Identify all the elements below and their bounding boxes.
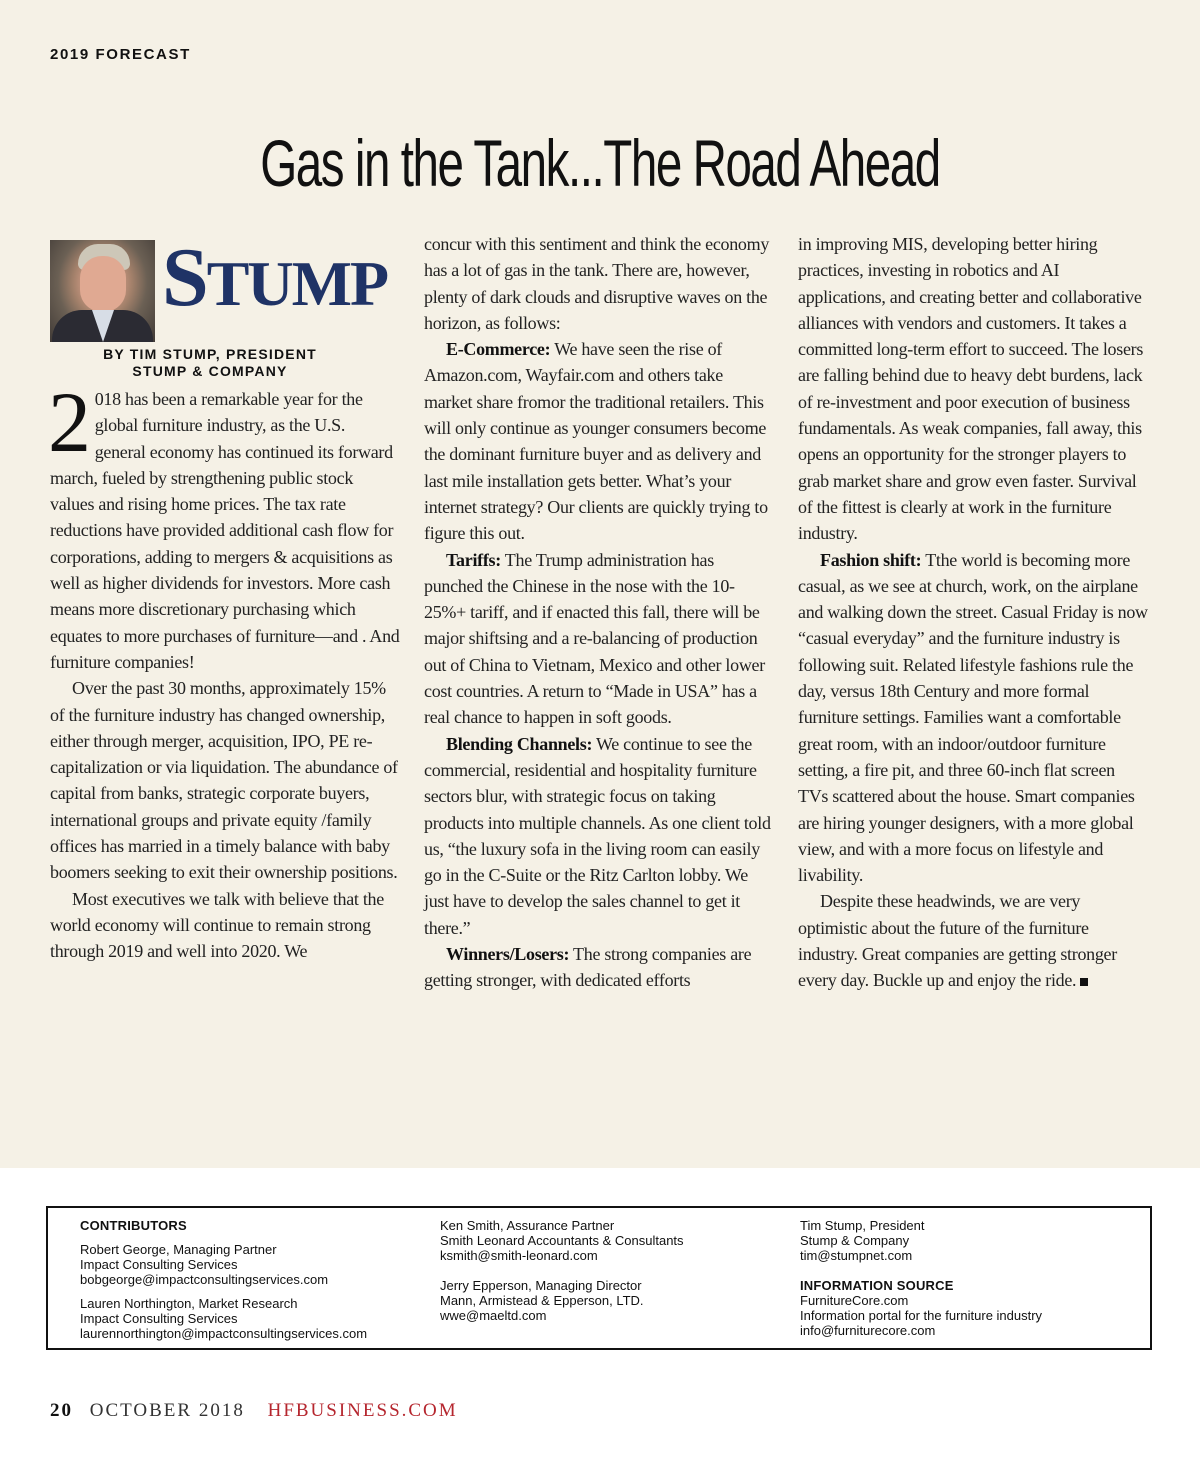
issue-date: OCTOBER 2018	[89, 1400, 245, 1421]
article-column-3	[798, 231, 1148, 994]
email-link[interactable]: ksmith@smith-leonard.com	[440, 1248, 598, 1263]
contributors-column-1	[80, 1218, 420, 1350]
paragraph-closing: Despite these headwinds, we are very optimistic about the future of the furniture industry. Great companies are getting stronger every day. Buckle up and enjoy the ride.	[798, 891, 1117, 991]
contributor-jerry-epperson: Jerry Epperson, Managing Director Mann, Armistead & Epperson, LTD. wwe@maeltd.com	[440, 1278, 780, 1323]
author-photo	[50, 240, 155, 342]
paragraph-ownership: Over the past 30 months, approximately 15% of the furniture industry has changed ownership, either through merger, acquisition, IPO, PE re-capitalization or via liquidation. The abundance of capital from banks, strategic corporate buyers, international groups and private equity /family offices has married in a timely balance with baby boomers seeking to exit their ownership positions.	[50, 678, 398, 883]
contributor-lauren-northington: Lauren Northington, Market Research Impact Consulting Services laurennorthington@impactconsultingservices.com	[80, 1296, 420, 1341]
stump-logo: STUMP	[162, 238, 388, 318]
contributor-robert-george: Robert George, Managing Partner Impact Consulting Services bobgeorge@impactconsultingservices.com	[80, 1242, 420, 1287]
paragraph-ecommerce: E-Commerce: We have seen the rise of Amazon.com, Wayfair.com and others take market share fromor the traditional retailers. This will only continue as younger consumers become the dominant furniture buyer and as delivery and last mile installation gets better. What’s your internet strategy? Our clients are quickly trying to figure this out.	[424, 339, 768, 544]
information-source-title: INFORMATION SOURCE	[800, 1278, 954, 1293]
article-headline: Gas in the Tank...The Road Ahead	[260, 126, 940, 200]
paragraph-executives: Most executives we talk with believe that the world economy will continue to remain strong through 2019 and well into 2020. We	[50, 888, 384, 962]
website-link[interactable]: HFBUSINESS.COM	[267, 1400, 458, 1421]
paragraph-tariffs: Tariffs: The Trump administration has punched the Chinese in the nose with the 10-25%+ tariff, and if enacted this fall, there will be major shiftsing and a re-balancing of production out of China to Vietnam, Mexico and other lower cost countries. A return to “Made in USA” has a real chance to happen in soft goods.	[424, 549, 765, 728]
byline	[50, 346, 370, 380]
drop-cap: 2	[48, 374, 91, 470]
byline-company: STUMP & COMPANY	[132, 363, 288, 379]
byline-name: BY TIM STUMP, PRESIDENT	[103, 346, 317, 362]
paragraph-fashion: Fashion shift: Tthe world is becoming more casual, as we see at church, work, on the airplane and walking down the street. Casual Friday is now “casual everyday” and the furniture industry is following suit. Related lifestyle fashions rule the day, versus 18th Century and more formal furniture settings. Families want a comfortable great room, with an indoor/outdoor furniture setting, a fire pit, and three 60-inch flat screen TVs scattered about the house. Smart companies are hiring younger designers, with a more global view, and with a more focus on lifestyle and livability.	[798, 549, 1148, 886]
contributors-column-2	[440, 1218, 780, 1332]
email-link[interactable]: laurennorthington@impactconsultingservices.com	[80, 1326, 368, 1341]
contributors-box	[46, 1206, 1152, 1350]
article-column-2	[424, 231, 774, 994]
paragraph-winners-cont: in improving MIS, developing better hiring practices, investing in robotics and AI applications, and creating better and collaborative alliances with vendors and customers. It takes a committed long-term effort to succeed. The losers are falling behind due to heavy debt burdens, lack of re-investment and poor execution of business fundamentals. As weak companies, fall away, this opens an opportunity for the stronger players to grab market share and grow even faster. Survival of the fittest is clearly at work in the furniture industry.	[798, 234, 1144, 544]
information-source: INFORMATION SOURCE FurnitureCore.com Information portal for the furniture industry info@furniturecore.com	[800, 1278, 1140, 1338]
end-mark-icon	[1080, 978, 1088, 986]
email-link[interactable]: tim@stumpnet.com	[800, 1248, 913, 1263]
page-footer	[50, 1400, 458, 1422]
contributor-ken-smith: Ken Smith, Assurance Partner Smith Leonard Accountants & Consultants ksmith@smith-leonard.com	[440, 1218, 780, 1263]
contributor-tim-stump: Tim Stump, President Stump & Company tim@stumpnet.com	[800, 1218, 1140, 1263]
contributors-title: CONTRIBUTORS	[80, 1218, 187, 1233]
email-link[interactable]: wwe@maeltd.com	[440, 1308, 547, 1323]
paragraph-intro: 2 018 has been a remarkable year for the global furniture industry, as the U.S. general economy has continued its forward march, fueled by strengthening public stock values and rising home prices. The tax rate reductions have provided additional cash flow for corporations, adding to mergers & acquisitions as well as higher dividends for investors. More cash means more discretionary purchasing which equates to more purchases of furniture—and . And furniture companies!	[48, 374, 400, 672]
paragraph-executives-cont: concur with this sentiment and think the economy has a lot of gas in the tank. There are, however, plenty of dark clouds and disruptive waves on the horizon, as follows:	[424, 234, 770, 333]
website-link[interactable]: FurnitureCore.com	[800, 1293, 909, 1308]
page-number: 20	[50, 1400, 73, 1421]
article-column-1	[50, 238, 400, 965]
email-link[interactable]: info@furniturecore.com	[800, 1323, 936, 1338]
paragraph-blending: Blending Channels: We continue to see the commercial, residential and hospitality furniture sectors blur, with strategic focus on taking products into multiple channels. As one client told us, “the luxury sofa in the living room can easily go in the C-Suite or the Ritz Carlton lobby. We just have to develop the sales channel to get it there.”	[424, 733, 771, 938]
paragraph-winners: Winners/Losers: The strong companies are getting stronger, with dedicated efforts	[424, 944, 752, 991]
author-header	[50, 238, 400, 386]
section-label: 2019 FORECAST	[50, 46, 191, 63]
email-link[interactable]: bobgeorge@impactconsultingservices.com	[80, 1272, 329, 1287]
contributors-column-3	[800, 1218, 1140, 1347]
